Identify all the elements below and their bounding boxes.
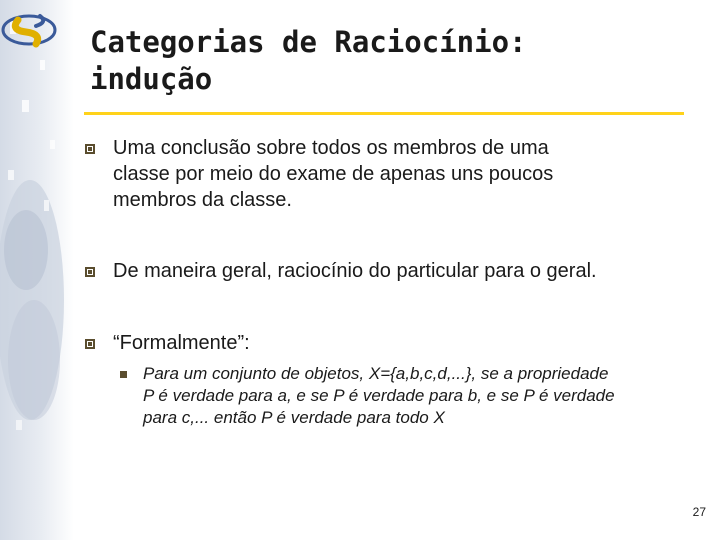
sub-bullet-line-2: P é verdade para a, e se P é verdade para b, e se P é verdade: [143, 386, 615, 405]
sub-bullet-marker: [120, 371, 127, 378]
bullet-marker-2: [85, 267, 95, 277]
statue-background-image: [0, 0, 74, 540]
bullet-1-line-3: membros da classe.: [113, 189, 292, 211]
bullet-text-1: [113, 135, 553, 213]
bullet-3-line-1: “Formalmente”:: [113, 332, 250, 354]
bullet-text-2: [113, 258, 597, 284]
slide-title-line-2: indução: [90, 62, 213, 96]
slide-title-line-1: Categorias de Raciocínio:: [90, 25, 527, 59]
bullet-2-line-1: De maneira geral, raciocínio do particular para o geral.: [113, 260, 597, 282]
title-underline: [84, 112, 684, 115]
sub-bullet-line-3: para c,... então P é verdade para todo X: [143, 408, 445, 427]
slide-title: [90, 24, 690, 98]
bullet-text-3: [113, 330, 250, 356]
bullet-marker-1: [85, 144, 95, 154]
bullet-1-line-1: Uma conclusão sobre todos os membros de uma: [113, 137, 549, 159]
bullet-1-line-2: classe por meio do exame de apenas uns poucos: [113, 163, 554, 185]
page-number: 27: [692, 505, 706, 519]
sub-bullet-text: [143, 363, 615, 429]
institution-logo: [0, 0, 58, 58]
sub-bullet-line-1: Para um conjunto de objetos, X={a,b,c,d,...}, se a propriedade: [143, 364, 609, 383]
bullet-marker-3: [85, 339, 95, 349]
decorative-side-strip: [0, 0, 74, 540]
